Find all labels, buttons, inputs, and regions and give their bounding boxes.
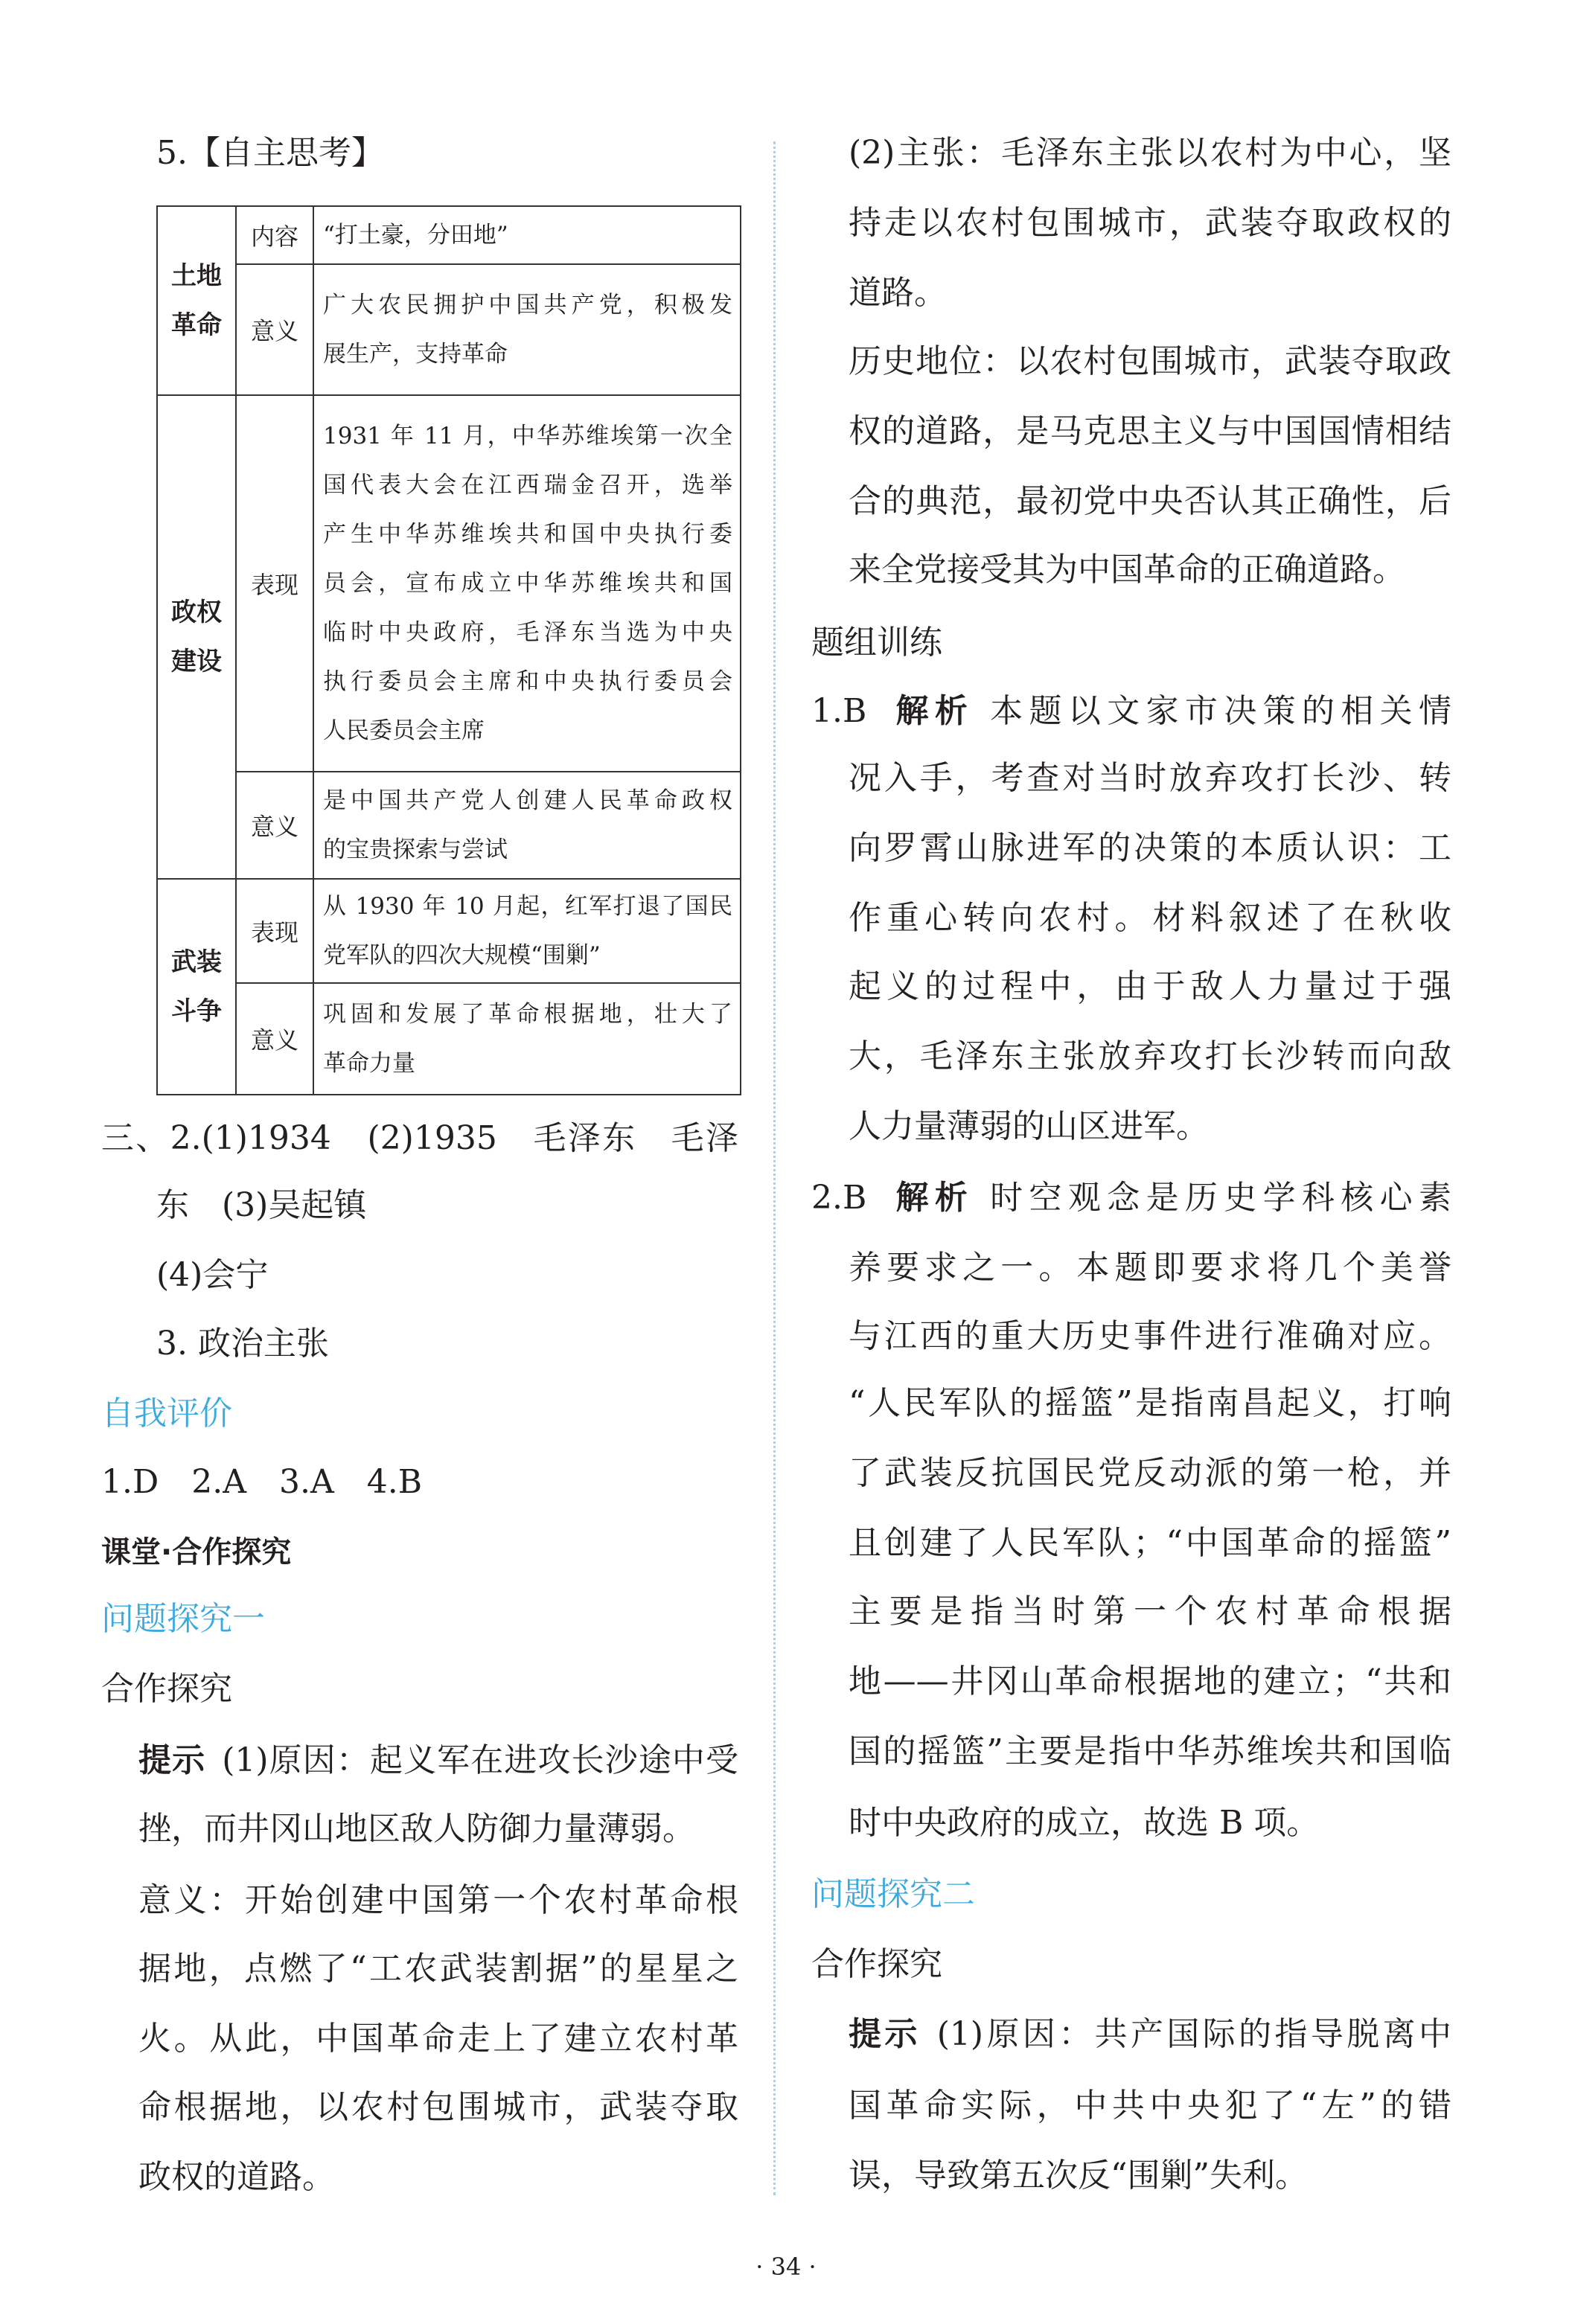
paragraph-line: 况入手，考查对当时放弃攻打长沙、转 (849, 759, 1451, 797)
paragraph-line: 命根据地，以农村包围城市，武装夺取 (138, 2088, 738, 2126)
table-cell-label (236, 772, 313, 879)
q5-title: 5.【自主思考】 (156, 134, 384, 172)
table-cell-label (236, 206, 313, 264)
cell-line: 党军队的四次大规模“围剿” (323, 942, 601, 969)
table-cell-group (157, 879, 236, 1095)
answer-line-part3: 三、2.(1)1934 (2)1935 毛泽东 毛泽 (101, 1119, 738, 1157)
sub-heading-cooperation: 合作探究 (101, 1670, 232, 1708)
group-regime-building: 政权建设 (171, 598, 222, 676)
label-meaning: 意义 (250, 317, 298, 345)
table-row-armed-manifestation (157, 879, 741, 983)
hint-text: (1)原因：起义军在进攻长沙途中受 (222, 1741, 738, 1779)
paragraph-line: 作重心转向农村。材料叙述了在秋收 (849, 899, 1451, 937)
cell-line: 展生产，支持革命 (323, 341, 508, 368)
paragraph-line: 起义的过程中，由于敌人力量过于强 (849, 967, 1451, 1005)
table-row-regime-meaning (157, 772, 741, 879)
paragraph-line: 合的典范，最初党中央否认其正确性，后 (849, 482, 1451, 520)
paragraph-line: 且创建了人民军队；“中国革命的摇篮” (849, 1524, 1451, 1562)
cell-line: 革命力量 (323, 1050, 415, 1077)
table-row-armed-meaning (157, 983, 741, 1095)
table-cell-group (157, 395, 236, 879)
table-row-land-meaning (157, 264, 741, 395)
cell-line: 人民委员会主席 (323, 717, 485, 744)
q1-answer-line (811, 676, 1451, 746)
paragraph-line: 历史地位：以农村包围城市，武装夺取政 (849, 342, 1451, 380)
cell-line: 广大农民拥护中国共产党，积极发 (323, 292, 732, 318)
table-cell-text (313, 772, 741, 879)
cell-line: 国代表大会在江西瑞金召开，选举 (323, 472, 732, 499)
group-armed-struggle: 武装斗争 (171, 947, 222, 1026)
table-cell-text (313, 395, 741, 772)
column-divider (773, 141, 776, 2195)
paragraph-line: “人民军队的摇篮”是指南昌起义，打响 (849, 1384, 1451, 1422)
q1-number: 1.B (811, 692, 867, 730)
table-cell-group (157, 206, 236, 395)
inquiry-heading-2: 问题探究二 (811, 1875, 975, 1913)
paragraph-line: 持走以农村包围城市，武装夺取政权的 (849, 204, 1451, 242)
table-cell-label (236, 879, 313, 983)
cell-line: 从 1930 年 10 月起，红军打退了国民 (323, 893, 732, 920)
self-eval-answers: 1.D 2.A 3.A 4.B (101, 1463, 423, 1501)
paragraph-line: 时中央政府的成立，故选 B 项。 (849, 1804, 1320, 1842)
paragraph-line: 向罗霄山脉进军的决策的本质认识：工 (849, 829, 1451, 867)
sub-heading-cooperation: 合作探究 (811, 1945, 942, 1983)
answer-line-part3: 3. 政治主张 (156, 1325, 329, 1363)
table-cell-text (313, 879, 741, 983)
table-cell-text (313, 264, 741, 395)
q2-analysis-text: 时空观念是历史学科核心素 (990, 1179, 1451, 1217)
label-manifestation: 表现 (250, 918, 298, 947)
table-cell-text (313, 983, 741, 1095)
group-land-revolution: 土地革命 (171, 261, 222, 340)
table-row-regime-manifestation (157, 395, 741, 772)
q2-number: 2.B (811, 1179, 867, 1217)
classroom-section-title: 课堂·合作探究 (101, 1535, 292, 1569)
inquiry-heading-1: 问题探究一 (101, 1600, 265, 1638)
hint-text: (1)原因：共产国际的指导脱离中 (936, 2015, 1451, 2053)
page-number: · 34 · (755, 2253, 817, 2281)
answer-line-part3: (4)会宁 (156, 1256, 269, 1294)
cell-line: 产生中华苏维埃共和国中央执行委 (323, 521, 732, 548)
paragraph-line: 道路。 (849, 274, 947, 312)
paragraph-line: 误，导致第五次反“围剿”失利。 (849, 2157, 1308, 2195)
hint-label: 提示 (138, 1741, 206, 1779)
hint-label: 提示 (849, 2015, 921, 2053)
q1-analysis-text: 本题以文家市决策的相关情 (990, 692, 1451, 730)
cell-line: 临时中央政府，毛泽东当选为中央 (323, 619, 732, 646)
cell-line: 员会，宣布成立中华苏维埃共和国 (323, 570, 732, 597)
paragraph-line: 火。从此，中国革命走上了建立农村革 (138, 2020, 738, 2058)
paragraph-line: (2)主张：毛泽东主张以农村为中心，坚 (849, 134, 1451, 172)
exercise-heading: 题组训练 (811, 624, 942, 662)
table-cell-label (236, 264, 313, 395)
paragraph-line: 养要求之一。本题即要求将几个美誉 (849, 1249, 1451, 1287)
paragraph-line: 地——井冈山革命根据地的建立；“共和 (849, 1662, 1451, 1700)
cell-line: 1931 年 11 月，中华苏维埃第一次全 (323, 423, 732, 449)
table-cell-label (236, 395, 313, 772)
label-meaning: 意义 (250, 813, 298, 841)
hint-line (849, 2000, 1451, 2069)
answer-line-part3: 东 (3)吴起镇 (156, 1186, 367, 1224)
q2-answer-line (811, 1163, 1451, 1233)
paragraph-line: 人力量薄弱的山区进军。 (849, 1107, 1209, 1145)
q2-analysis-label: 解析 (889, 1179, 974, 1217)
paragraph-line: 大，毛泽东主张放弃攻打长沙转而向敌 (849, 1037, 1451, 1075)
q1-analysis-label: 解析 (889, 692, 974, 730)
cell-line: “打土豪，分田地” (323, 222, 508, 249)
paragraph-line: 意义：开始创建中国第一个农村革命根 (138, 1881, 738, 1919)
table-row-land-content (157, 206, 741, 264)
self-eval-heading: 自我评价 (101, 1395, 232, 1433)
paragraph-line: 国的摇篮”主要是指中华苏维埃共和国临 (849, 1732, 1451, 1770)
paragraph-line: 权的道路，是马克思主义与中国国情相结 (849, 412, 1451, 450)
label-content: 内容 (250, 223, 298, 251)
label-manifestation: 表现 (250, 571, 298, 599)
q5-table (156, 205, 741, 1095)
paragraph-line: 了武装反抗国民党反动派的第一枪，并 (849, 1454, 1451, 1492)
paragraph-line: 据地，点燃了“工农武装割据”的星星之 (138, 1950, 738, 1988)
paragraph-line: 与江西的重大历史事件进行准确对应。 (849, 1317, 1451, 1355)
paragraph-line: 主要是指当时第一个农村革命根据 (849, 1592, 1451, 1630)
cell-line: 是中国共产党人创建人民革命政权 (323, 787, 732, 814)
label-meaning: 意义 (250, 1026, 298, 1054)
cell-line: 巩固和发展了革命根据地，壮大了 (323, 1001, 732, 1028)
paragraph-line: 来全党接受其为中国革命的正确道路。 (849, 551, 1405, 589)
table-cell-label (236, 983, 313, 1095)
cell-line: 执行委员会主席和中央执行委员会 (323, 668, 732, 695)
cell-line: 的宝贵探索与尝试 (323, 836, 508, 863)
paragraph-line: 挫，而井冈山地区敌人防御力量薄弱。 (138, 1810, 695, 1848)
table-cell-text (313, 206, 741, 264)
paragraph-line: 政权的道路。 (138, 2158, 335, 2196)
hint-line (138, 1726, 738, 1796)
paragraph-line: 国革命实际，中共中央犯了“左”的错 (849, 2087, 1451, 2125)
